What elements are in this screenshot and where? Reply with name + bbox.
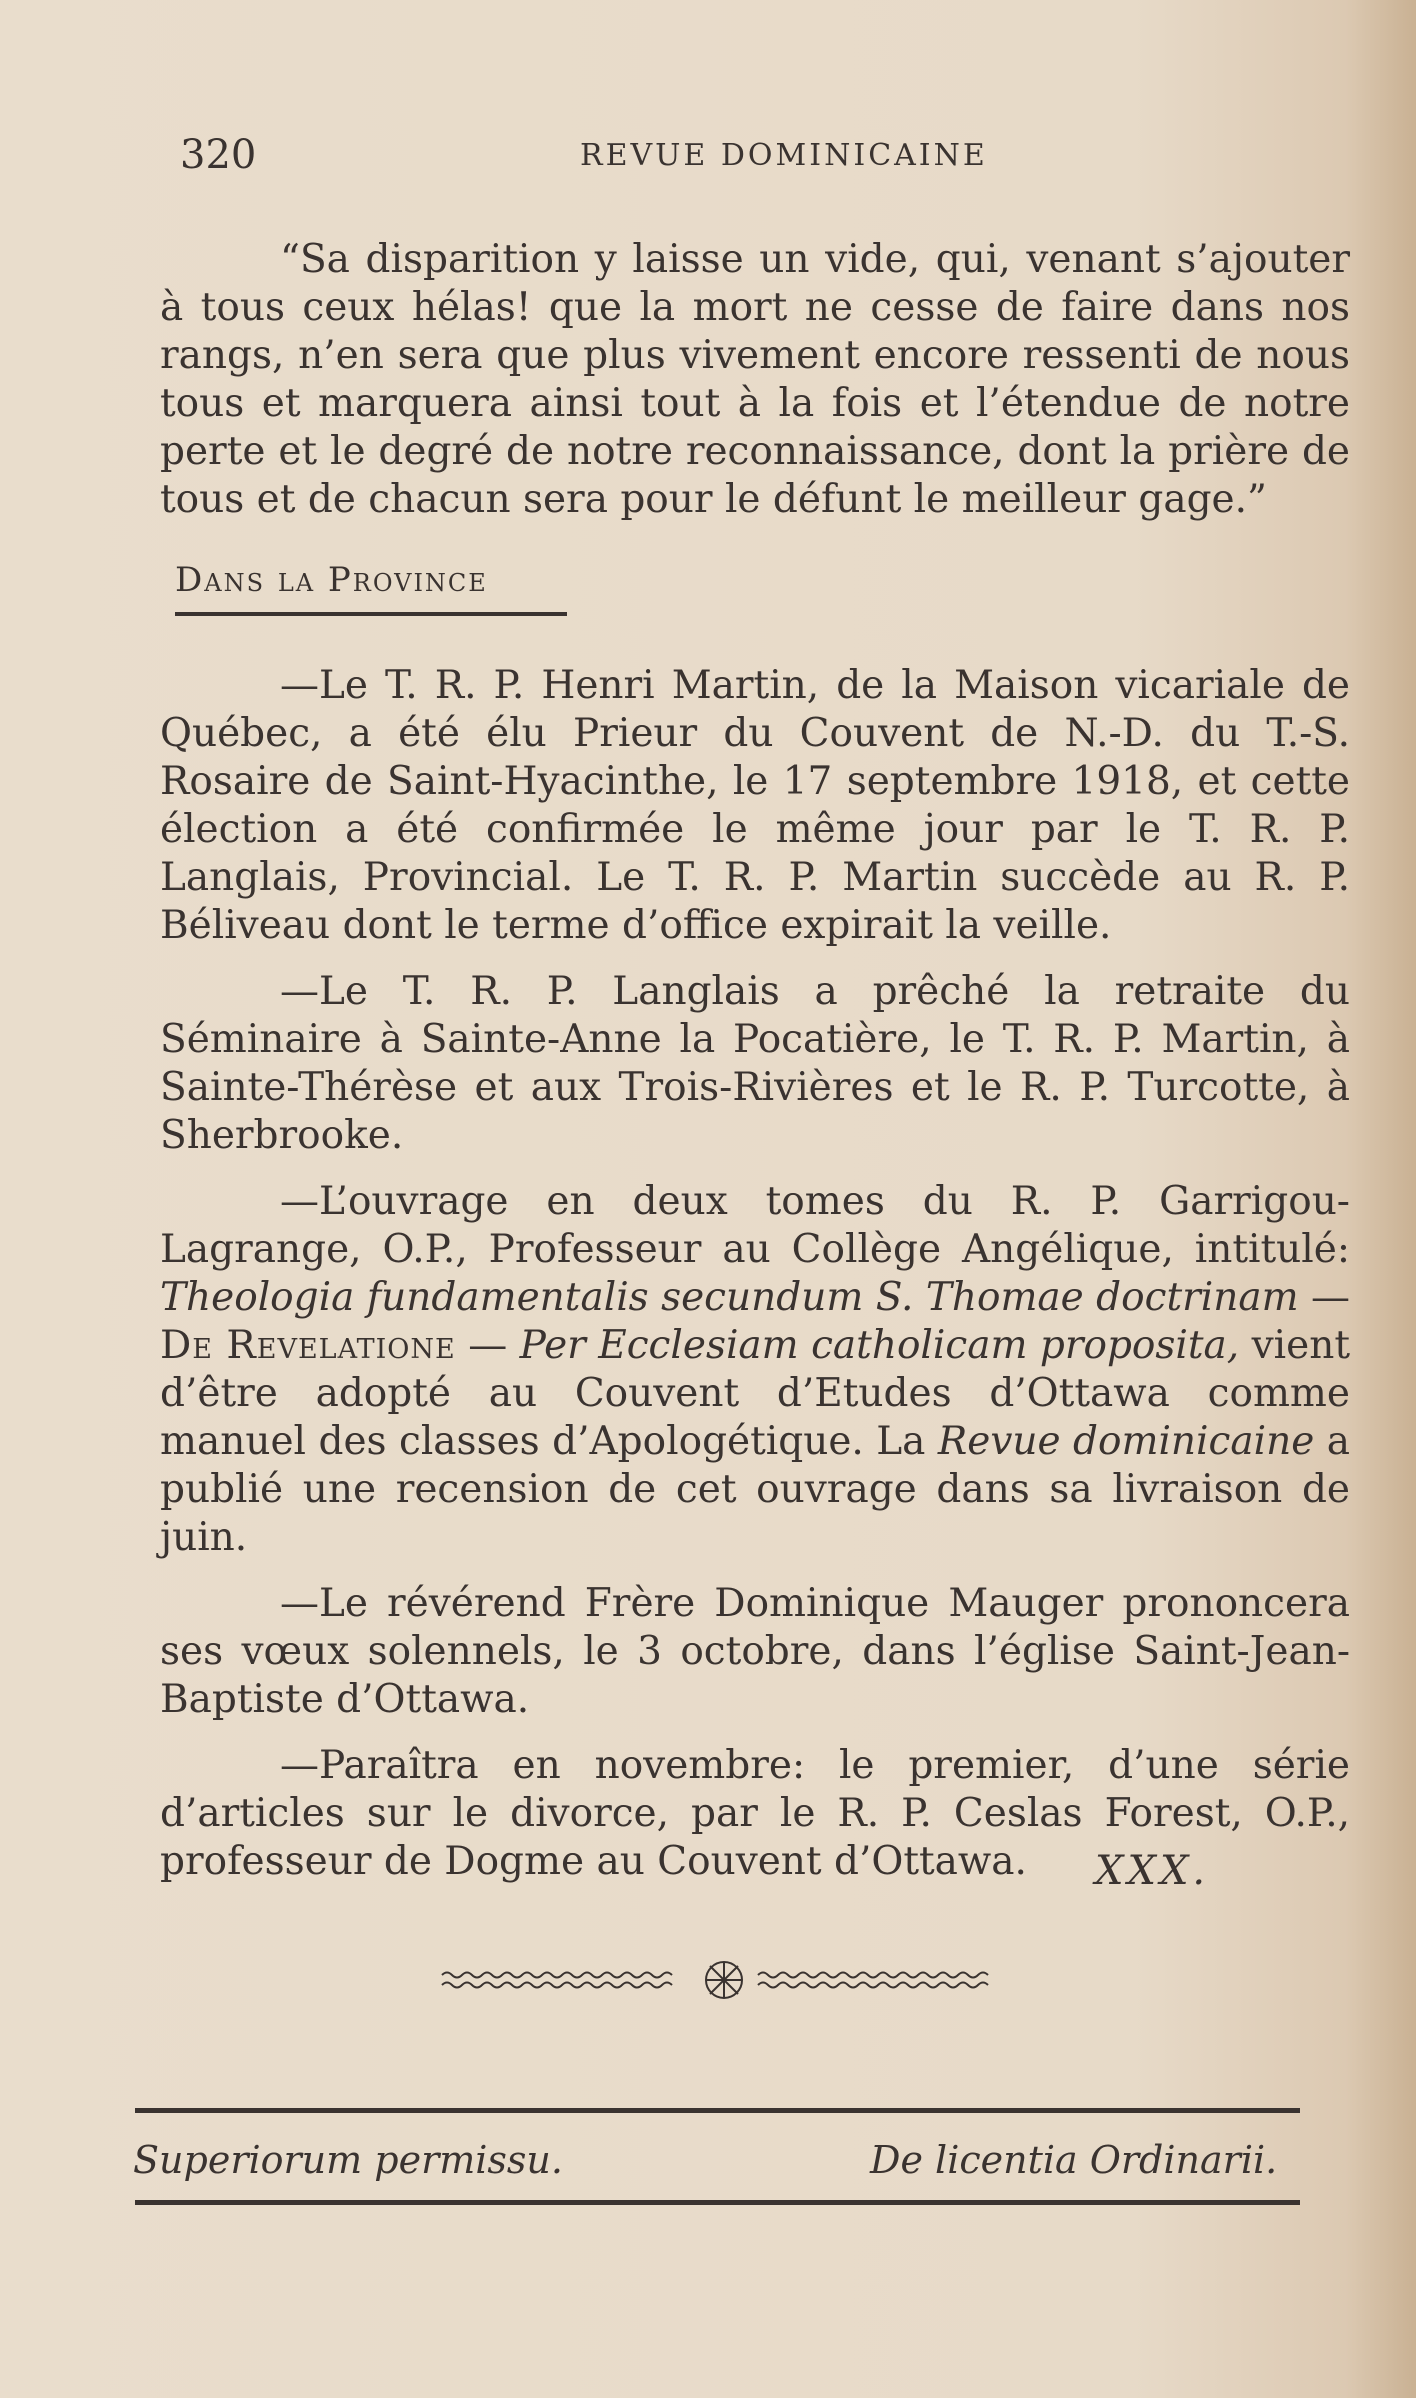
book-subtitle: De Revelatione: [160, 1323, 456, 1368]
running-title: REVUE DOMINICAINE: [580, 138, 988, 173]
text-run: —: [455, 1323, 520, 1368]
book-subtitle-2: Per Ecclesiam catholicam proposita,: [519, 1323, 1240, 1368]
journal-title: Revue dominicaine: [937, 1419, 1315, 1464]
footer-rule-top: [135, 2108, 1300, 2113]
news-item-retreats: —Le T. R. P. Langlais a prêché la retraite du Séminaire à Sainte-Anne la Pocatière, le T. R. P. Martin, à Sainte-Thérèse et aux Trois-Rivières et le R. P. Turcotte, à Sherbrooke.: [160, 969, 1350, 1158]
news-section: [160, 662, 1350, 1886]
news-item-martin-election: —Le T. R. P. Henri Martin, de la Maison vicariale de Québec, a été élu Prieur du Couvent de N.-D. du T.-S. Rosaire de Saint-Hyacinthe, le 17 septembre 1918, et cette élection a été confirmée le même jour par le T. R. P. Langlais, Provincial. Le T. R. P. Martin succède au R. P. Béliveau dont le terme d’office expirait la veille.: [160, 663, 1350, 948]
imprimatur-left: Superiorum permissu.: [133, 2138, 563, 2182]
section-heading: Dans la Province: [175, 560, 488, 600]
book-title: Theologia fundamentalis secundum S. Thomae doctrinam: [160, 1275, 1299, 1320]
imprimatur-right: De licentia Ordinarii.: [870, 2138, 1278, 2182]
footer-rule-bottom: [135, 2200, 1300, 2205]
quote-block: [160, 236, 1350, 524]
signature: XXX.: [1095, 1848, 1210, 1894]
text-run: —: [1298, 1275, 1350, 1320]
page-number: 320: [180, 132, 257, 178]
ornament-divider: [440, 1955, 1010, 2005]
text-run: a publié une recension de cet ouvrage dans sa livraison de juin.: [160, 1419, 1350, 1560]
text-run: —L’ouvrage en deux tomes du R. P. Garrigou-Lagrange, O.P., Professeur au Collège Angélique, intitulé:: [160, 1179, 1350, 1272]
news-item-garrigou-lagrange: [160, 1178, 1350, 1562]
page-header: [180, 132, 1330, 182]
text-run: vient d’être adopté au Couvent d’Etudes d’Ottawa comme manuel des classes d’Apologétique. La: [160, 1323, 1351, 1464]
news-item-forthcoming: —Paraîtra en novembre: le premier, d’une série d’articles sur le divorce, par le R. P. Ceslas Forest, O.P., professeur de Dogme au Couvent d’Ottawa.: [160, 1743, 1350, 1884]
section-heading-underline: [175, 612, 567, 616]
quote-paragraph: “Sa disparition y laisse un vide, qui, venant s’ajouter à tous ceux hélas! que la mort ne cesse de faire dans nos rangs, n’en sera que plus vivement encore ressenti de nous tous et marquera ainsi tout à la fois et l’étendue de notre perte et le degré de notre reconnaissance, dont la prière de tous et de chacun sera pour le défunt le meilleur gage.”: [160, 237, 1350, 522]
news-item-vows: —Le révérend Frère Dominique Mauger prononcera ses vœux solennels, le 3 octobre, dans l’église Saint-Jean-Baptiste d’Ottawa.: [160, 1581, 1350, 1722]
